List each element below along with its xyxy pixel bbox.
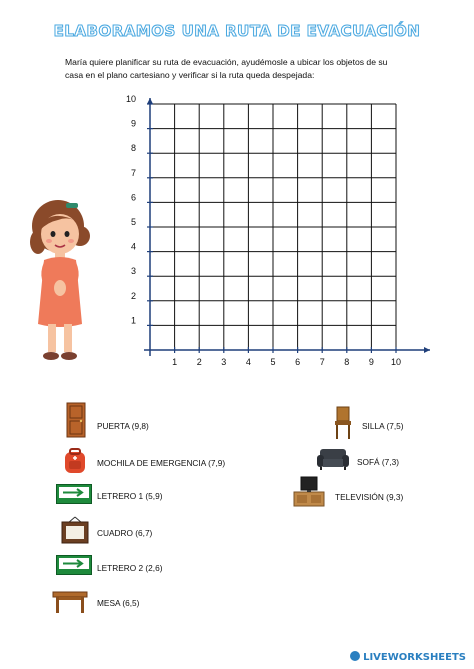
y-tick-label: 10: [125, 94, 136, 104]
backpack-icon: [62, 448, 88, 474]
y-tick-label: 2: [130, 290, 136, 301]
x-tick-label: 6: [295, 357, 301, 367]
liveworksheets-logo-icon: [350, 651, 360, 661]
y-axis-arrow: [147, 98, 153, 104]
instructions-line-2: casa en el plano cartesiano y verificar si la ruta queda despejada:: [65, 69, 315, 80]
grid-lines: [150, 104, 396, 350]
girl-illustration: [22, 196, 102, 364]
legend-item-sofa: SOFÁ (7,3): [357, 457, 399, 467]
page-title: ELABORAMOS UNA RUTA DE EVACUACIÓN: [53, 22, 421, 40]
y-tick-label: 1: [130, 315, 136, 326]
legend-item-letrero-1: LETRERO 1 (5,9): [97, 491, 163, 501]
tick-labels: [126, 94, 401, 367]
picture-frame-icon: [61, 516, 89, 544]
legend-item-mochila: MOCHILA DE EMERGENCIA (7,9): [97, 458, 226, 468]
y-tick-label: 8: [130, 143, 136, 154]
x-tick-label: 5: [270, 357, 276, 367]
footer-brand: [350, 651, 466, 663]
x-tick-label: 2: [196, 357, 202, 367]
y-tick-label: 5: [130, 217, 136, 227]
exit-sign-icon: [56, 484, 92, 504]
y-tick-label: 7: [130, 167, 136, 178]
x-tick-label: 4: [245, 357, 251, 367]
x-tick-label: 1: [172, 357, 178, 367]
exit-sign-icon: [56, 555, 92, 575]
x-tick-label: 8: [344, 357, 350, 367]
y-tick-label: 6: [130, 192, 136, 203]
y-tick-label: 3: [130, 266, 136, 277]
x-axis-arrow: [424, 347, 430, 353]
television-icon: [292, 476, 326, 510]
x-tick-label: 7: [319, 357, 325, 367]
door-icon: [66, 402, 86, 438]
instructions-line-1: María quiere planificar su ruta de evacuación, ayudémosle a ubicar los objetos de su: [65, 57, 388, 67]
footer-text: LIVEWORKSHEETS: [363, 652, 466, 663]
legend-item-cuadro: CUADRO (6,7): [97, 528, 153, 538]
legend-item-television: TELEVISIÓN (9,3): [335, 492, 404, 502]
legend-item-puerta: PUERTA (9,8): [97, 421, 149, 431]
legend-item-mesa: MESA (6,5): [97, 598, 140, 608]
chair-icon: [333, 406, 353, 440]
legend-item-silla: SILLA (7,5): [362, 421, 404, 431]
x-tick-label: 10: [390, 357, 402, 367]
y-tick-label: 9: [130, 118, 136, 129]
x-tick-label: 9: [368, 357, 374, 367]
legend-item-letrero-2: LETRERO 2 (2,6): [97, 563, 163, 573]
sofa-icon: [316, 447, 350, 471]
x-tick-label: 3: [221, 357, 227, 367]
table-icon: [52, 590, 88, 614]
y-tick-label: 4: [130, 241, 136, 252]
